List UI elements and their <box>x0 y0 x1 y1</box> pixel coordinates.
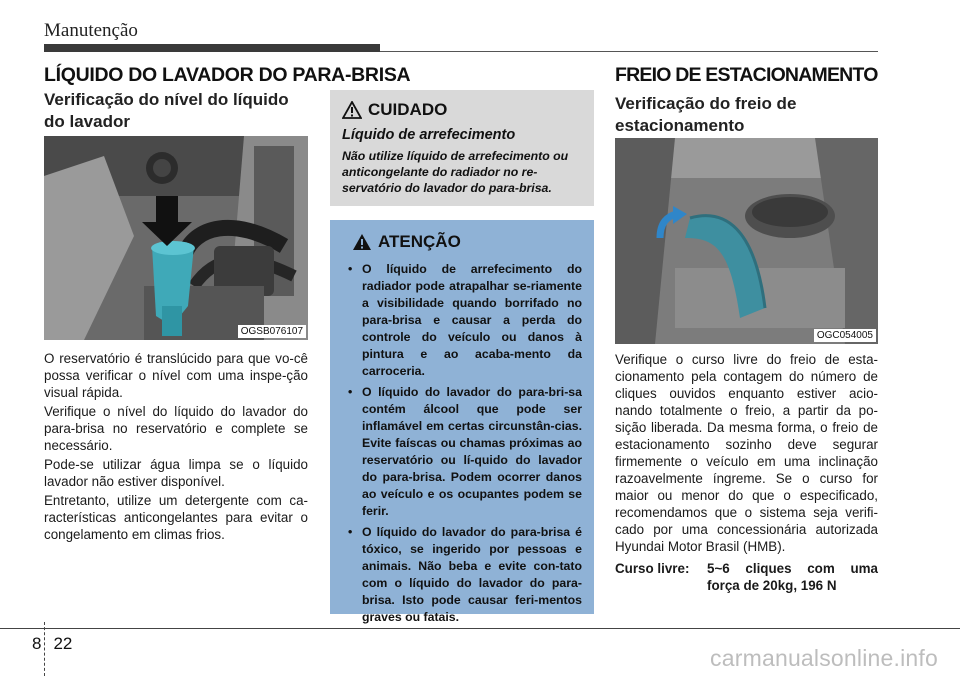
watermark: carmanualsonline.info <box>710 645 938 671</box>
spec-value: 5~6 cliques com uma força de 20kg, 196 N <box>707 561 878 593</box>
page-number <box>32 634 72 654</box>
washer-image-code: OGSB076107 <box>238 325 306 338</box>
spec-label: Curso livre: <box>615 561 690 576</box>
washer-paragraph-4: Entretanto, utilize um detergente com ca-racterísticas anticongelantes para evitar o congelamento em climas frios. <box>44 493 308 542</box>
parking-brake-subtitle <box>615 93 796 137</box>
washer-fluid-section-title: LÍQUIDO DO LAVADOR DO PARA-BRISA <box>44 64 411 86</box>
washer-fluid-subtitle-line1: Verificação do nível do líquido <box>44 90 289 109</box>
warning-item-1: • O líquido de arrefecimento do radiador pode atrapalhar se-riamente a visibilidade quando borrifado no para-brisa e causar a perda do controle do veículo ou danos à pintura e ao acaba-mento da carroceria. <box>342 261 582 380</box>
parking-brake-section-title: FREIO DE ESTACIONAMENTO <box>615 64 878 86</box>
warning-list <box>342 261 582 626</box>
washer-paragraph-2: Verifique o nível do líquido do lavador do para-brisa no reservatório e complete se necessário. <box>44 404 308 453</box>
caution-subtitle: Líquido de arrefecimento <box>342 127 516 143</box>
chapter-number: 8 <box>32 634 42 653</box>
brake-image-code: OGC054005 <box>814 329 876 342</box>
caution-header <box>342 100 584 120</box>
washer-paragraph-3: Pode-se utilizar água limpa se o líquido lavador não estiver disponível. <box>44 457 308 489</box>
handbrake-illustration <box>615 138 878 344</box>
warning-triangle-icon <box>342 101 362 119</box>
washer-paragraph-1: O reservatório é translúcido para que vo-cê possa verificar o nível com uma inspe-ção visual rápida. <box>44 351 308 400</box>
warning-title: ATENÇÃO <box>378 232 461 251</box>
parking-brake-photo <box>615 138 878 344</box>
engine-bay-illustration <box>44 136 308 340</box>
caution-text: Não utilize líquido de arrefecimento ou anticongelante do radiador no re-servatório do lavador do para-brisa. <box>342 149 569 195</box>
warning-box <box>330 220 594 624</box>
warning-header <box>342 232 582 252</box>
warning-item-2: • O líquido do lavador do para-bri-sa contém álcool que pode ser inflamável em certas circunstân-cias. Evite faíscas ou chamas próximas ao reservatório ou lí-quido do lavador do para-brisa. Podem ocorrer danos ao veículo e os ocupantes podem se ferir. <box>342 384 582 520</box>
header-bar <box>44 44 380 52</box>
washer-fluid-subtitle <box>44 89 289 133</box>
parking-brake-subtitle-line1: Verificação do freio de <box>615 94 797 113</box>
caution-title: CUIDADO <box>368 100 448 119</box>
warning-item-3: • O líquido do lavador do para-brisa é tóxico, se ingerido por pessoas e animais. Não beba e evite con-tato com o líquido do lavador do para-brisa. Isto pode causar feri-mentos graves ou fatais. <box>342 524 582 626</box>
washer-reservoir-photo <box>44 136 308 340</box>
parking-brake-subtitle-line2: estacionamento <box>615 116 745 135</box>
washer-fluid-subtitle-line2: do lavador <box>44 112 130 131</box>
page-number-value: 22 <box>53 634 73 653</box>
footer-rule <box>0 628 960 629</box>
header-rule <box>380 51 878 52</box>
free-travel-spec <box>615 560 878 594</box>
parking-brake-paragraph: Verifique o curso livre do freio de esta-cionamento pela contagem do número de cliques ouvidos enquanto estiver acio-nando totalmente o freio, a partir da po-sição liberada. Da mesma forma, o freio de estacionamento sozinho deve segurar firmemente o veículo em uma inclinação razoavelmente íngreme. Se o curso for maior ou menor do que o especificado, recomendamos que o sistema seja verifi-cado por uma concessionária autorizada Hyundai Motor Brasil (HMB). <box>615 352 878 554</box>
header-title: Manutenção <box>44 20 138 41</box>
washer-fluid-body <box>44 350 308 545</box>
warning-filled-triangle-icon <box>352 233 372 251</box>
caution-box <box>330 90 594 206</box>
parking-brake-body <box>615 351 878 557</box>
